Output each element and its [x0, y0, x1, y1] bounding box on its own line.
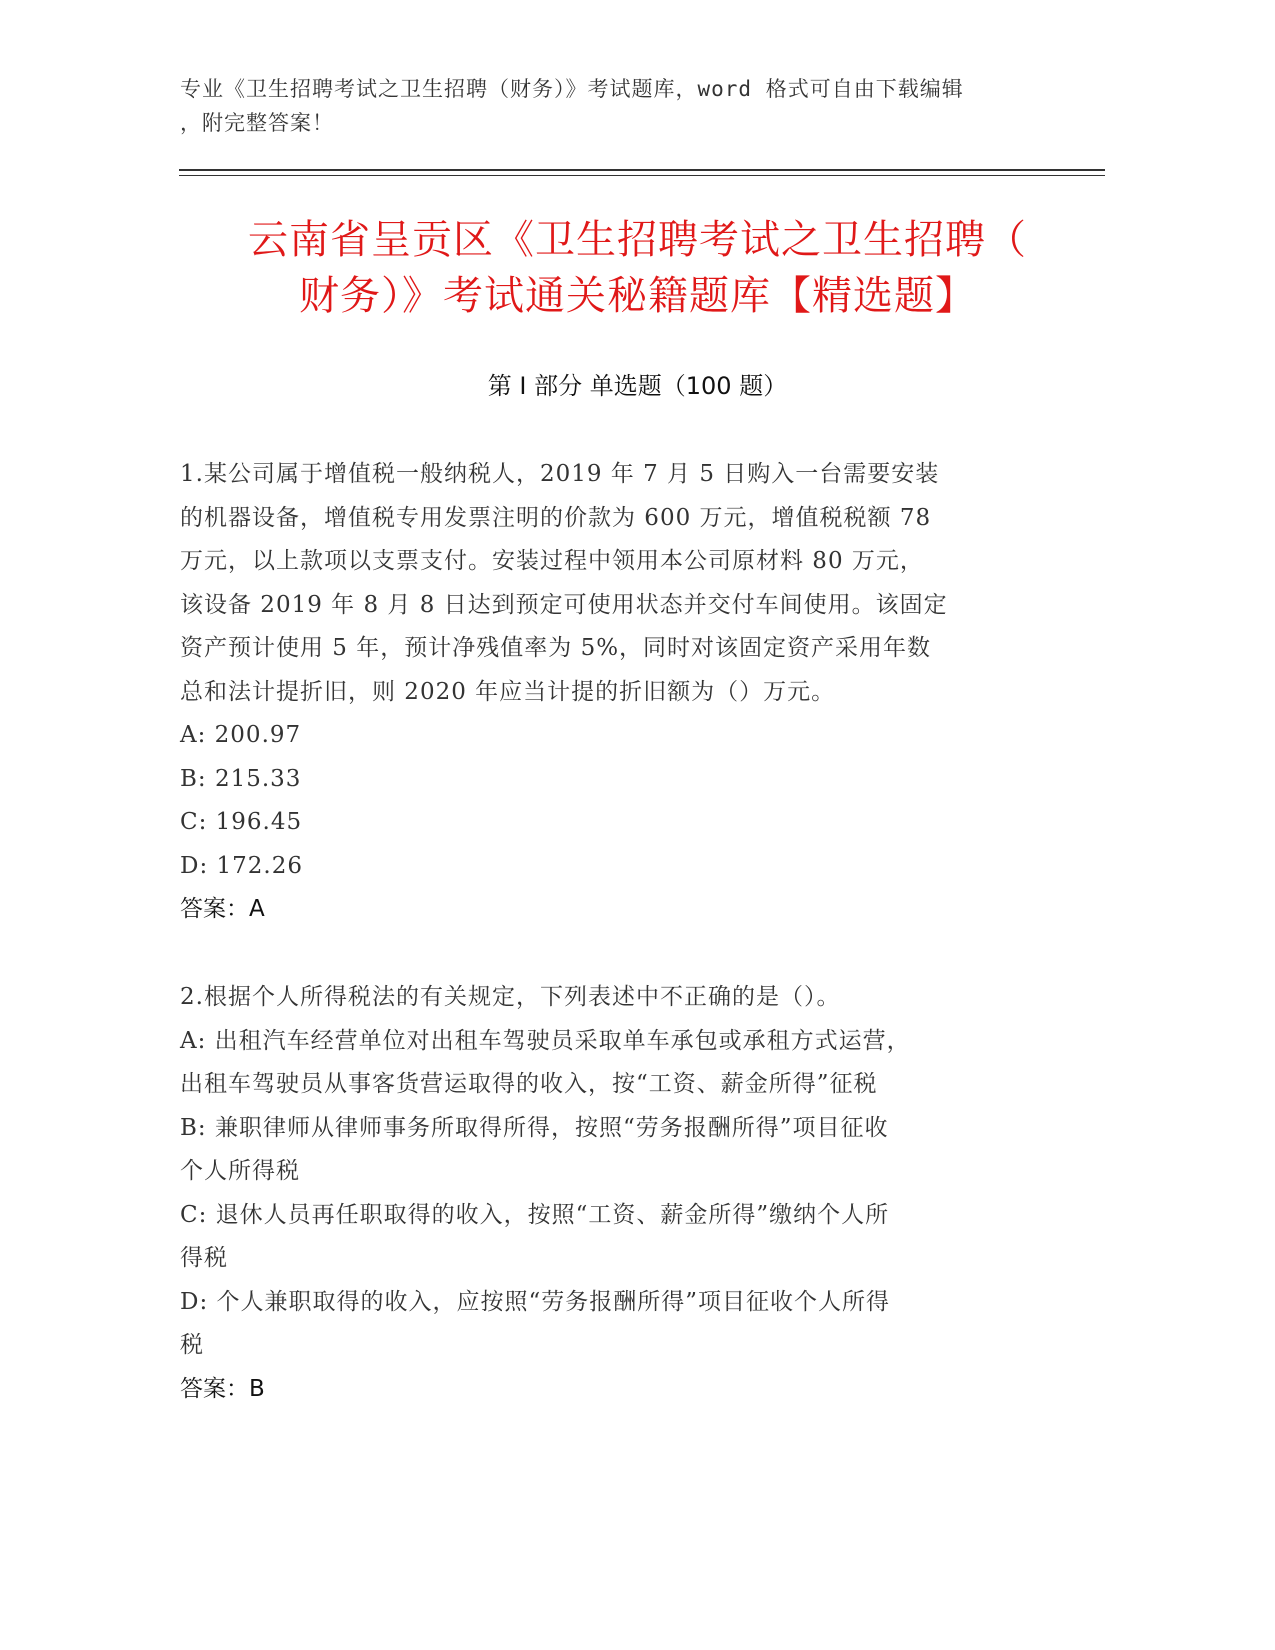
question-1 [180, 453, 1030, 932]
option-d: D: 172.26 [180, 852, 303, 879]
question-stem-line: 1.某公司属于增值税一般纳税人，2019 年 7 月 5 日购入一台需要安装 [180, 461, 940, 487]
question-2 [180, 976, 1030, 1411]
answer-label: 答案：B [180, 1375, 265, 1402]
document-title-line: 财务）》考试通关秘籍题库【精选题】 [299, 273, 976, 319]
document-title-line: 云南省呈贡区《卫生招聘考试之卫生招聘（ [248, 217, 1027, 263]
answer-label: 答案：A [180, 896, 265, 922]
document-title [180, 212, 1095, 324]
option-b: B: 兼职律师从律师事务所取得所得，按照“劳务报酬所得”项目征收 [180, 1114, 889, 1141]
section-title: 第 I 部分 单选题（100 题） [487, 372, 788, 400]
option-c: C: 退休人员再任职取得的收入，按照“工资、薪金所得”缴纳个人所 [180, 1201, 890, 1228]
option-b-continued: 个人所得税 [180, 1158, 300, 1184]
option-a: A: 200.97 [180, 722, 302, 748]
option-a-continued: 出租车驾驶员从事客货营运取得的收入，按“工资、薪金所得”征税 [180, 1071, 878, 1097]
question-stem-line: 总和法计提折旧，则 2020 年应当计提的折旧额为（）万元。 [180, 678, 836, 705]
question-stem-line: 资产预计使用 5 年，预计净残值率为 5%，同时对该固定资产采用年数 [180, 635, 932, 661]
option-d-continued: 税 [180, 1332, 204, 1358]
question-stem-line: 2.根据个人所得税法的有关规定，下列表述中不正确的是（）。 [180, 984, 841, 1010]
question-stem-line: 万元，以上款项以支票支付。安装过程中领用本公司原材料 80 万元， [180, 548, 924, 574]
option-a: A: 出租汽车经营单位对出租车驾驶员采取单车承包或承租方式运营， [180, 1027, 911, 1054]
option-c-continued: 得税 [180, 1245, 228, 1271]
header-note-line: ，附完整答案！ [180, 111, 334, 135]
question-stem-line: 的机器设备，增值税专用发票注明的价款为 600 万元，增值税税额 78 [180, 504, 932, 531]
header-note-line: 专业《卫生招聘考试之卫生招聘（财务）》考试题库，word 格式可自由下载编辑 [180, 77, 964, 101]
question-stem-line: 该设备 2019 年 8 月 8 日达到预定可使用状态并交付车间使用。该固定 [180, 591, 948, 618]
option-b: B: 215.33 [180, 765, 302, 792]
option-d: D: 个人兼职取得的收入，应按照“劳务报酬所得”项目征收个人所得 [180, 1288, 891, 1315]
option-c: C: 196.45 [180, 809, 303, 835]
header-divider-thin [179, 175, 1105, 176]
header-divider-thick [179, 169, 1105, 171]
header-note [180, 72, 1030, 140]
